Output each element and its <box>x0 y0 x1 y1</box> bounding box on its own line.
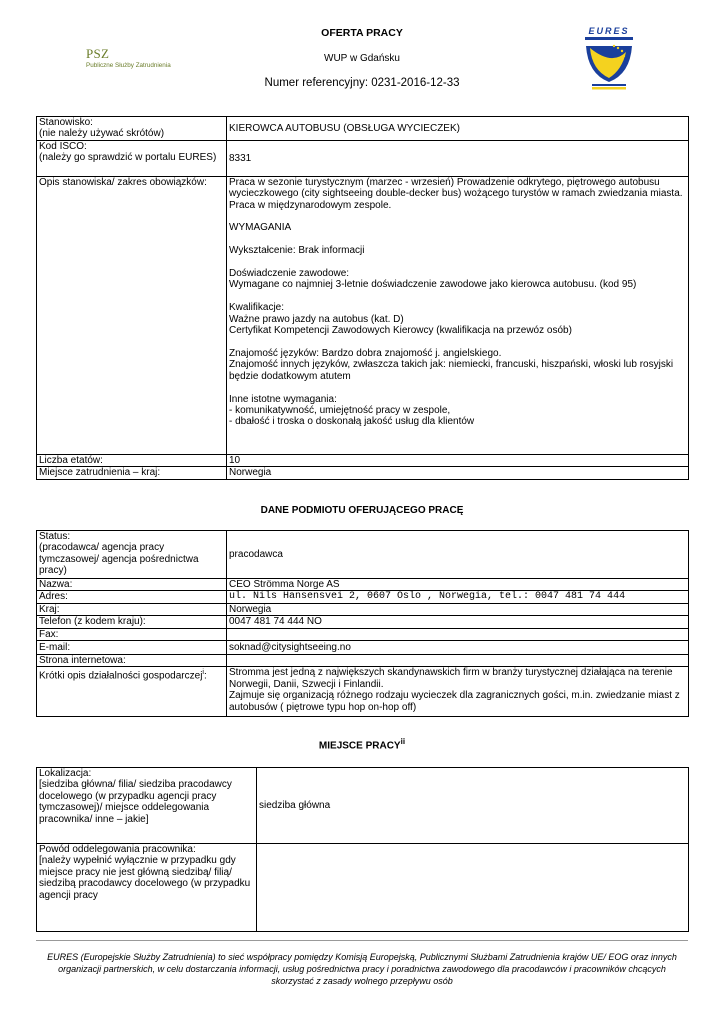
fte-value: 10 <box>227 454 689 466</box>
endnote-marker: ii <box>400 737 406 746</box>
fax-value <box>227 628 689 640</box>
eures-logo-text: EURES <box>588 26 630 36</box>
table-row <box>37 454 689 466</box>
activity-label-colon: : <box>203 670 207 682</box>
table-row <box>37 467 689 479</box>
table-row <box>37 140 689 176</box>
table-row <box>37 616 689 628</box>
table-row <box>37 531 689 579</box>
employer-country-value: Norwegia <box>227 603 689 615</box>
country-label: Miejsce zatrudnienia – kraj: <box>37 467 227 479</box>
email-value: soknad@citysightseeing.no <box>227 641 689 655</box>
activity-value: Stromma jest jedną z największych skandynawskich firm w branży turystycznej działająca na terenie Norwegii, Danii, Szwecji i Finlandii. Zajmuje się organizacją różnego rodzaju wycieczek dla zagranicznych gości, m.in. zwiedzanie miast z autobusów ( piętrowe typu hop on-hop off) <box>229 667 680 713</box>
country-value: Norwegia <box>227 467 689 479</box>
workplace-section-title-text: MIEJSCE PRACY <box>318 740 401 752</box>
workplace-section-title <box>0 737 724 751</box>
status-label: Status: (pracodawca/ agencja pracy tymczasowej/ agencja pośrednictwa pracy) <box>39 531 199 577</box>
office-name: WUP w Gdańsku <box>324 53 400 64</box>
description-label: Opis stanowiska/ zakres obowiązków: <box>39 176 207 188</box>
job-details-table <box>36 116 689 480</box>
position-label: Stanowisko: (nie należy używać skrótów) <box>39 117 165 140</box>
activity-label: Krótki opis działalności gospodarczej <box>39 670 203 682</box>
table-row <box>37 176 689 454</box>
footer-note: EURES (Europejskie Służby Zatrudnienia) to sieć współpracy pomiędzy Komisją Europejską, Publicznymi Służbami Zatrudnienia krajów UE/ EOG oraz innych organizacji partnerskich, w celu dostarczania informacji, usług pośrednictwa pracy i poradnictwa zawodowego dla pracodawców i pracowników chcących skorzystać z zasady wolnego przepływu osób <box>47 952 677 986</box>
name-label: Nazwa: <box>37 579 227 591</box>
employer-table <box>36 530 689 717</box>
table-row <box>37 628 689 640</box>
table-row <box>37 667 689 717</box>
status-value: pracodawca <box>229 548 283 560</box>
isco-label: Kod ISCO: (należy go sprawdzić w portalu EURES) <box>39 140 217 164</box>
name-value: CEO Strömma Norge AS <box>227 579 689 591</box>
footer-divider <box>36 940 688 941</box>
email-label: E-mail: <box>37 641 227 655</box>
table-row <box>37 768 689 844</box>
address-label: Adres: <box>37 591 227 603</box>
employer-country-label: Kraj: <box>37 603 227 615</box>
table-row <box>37 603 689 615</box>
workplace-table <box>36 767 689 932</box>
address-value: ul. Nils Hansensvei 2, 0607 Oslo , Norwegia, tel.: 0047 481 74 444 <box>227 591 689 603</box>
position-value: KIEROWCA AUTOBUSU (OBSŁUGA WYCIECZEK) <box>229 122 460 134</box>
eures-logo <box>582 26 636 92</box>
delegation-label: Powód oddelegowania pracownika: [należy wypełnić wyłącznie w przypadku gdy miejsce pracy nie jest główną siedzibą/ filią/ siedzibą pracodawcy docelowego (w przypadku agencji pracy <box>39 844 251 901</box>
offer-title: OFERTA PRACY <box>321 27 403 39</box>
psz-logo-mark: PSZ <box>86 46 110 61</box>
psz-logo-text: Publiczne Służby Zatrudnienia <box>86 62 171 69</box>
isco-value: 8331 <box>229 152 252 164</box>
website-label: Strona internetowa: <box>37 655 227 667</box>
website-value <box>227 655 689 667</box>
description-value: Praca w sezonie turystycznym (marzec - wrzesień) Prowadzenie odkrytego, piętrowego autobusu wycieczkowego (city sightseeing double-decker bus) wożącego turystów w ramach zwiedzania miasta. Praca w międzynarodowym zespole. WYMAGANIA Wykształcenie: Brak informacji Doświadczenie zawodowe: Wymagane co najmniej 3-letnie doświadczenie zawodowe jako kierowca autobusu. (kod 95) Kwalifikacje: Ważne prawo jazdy na autobus (kat. D) Certyfikat Kompetencji Zawodowych Kierowcy (kwalifikacja na przewóz osób) Znajomość języków: Bardzo dobra znajomość j. angielskiego. Znajomość innych języków, zwłaszcza takich jak: niemiecki, francuski, hiszpański, włoski lub rosyjski będzie dodatkowym atutem Inne istotne wymagania: - komunikatywność, umiejętność pracy w zespole, - dbałość i troska o doskonałą jakość usług dla klientów <box>229 176 683 428</box>
location-value: siedziba główna <box>259 799 331 811</box>
location-label: Lokalizacja: [siedziba główna/ filia/ siedziba pracodawcy docelowego (w przypadku agencji pracy tymczasowej)/ miejsce oddelegowania pracownika/ inne – jakie] <box>39 768 232 825</box>
fax-label: Fax: <box>37 628 227 640</box>
table-row <box>37 591 689 603</box>
endnote-marker: i <box>202 669 204 677</box>
table-row <box>37 844 689 932</box>
table-row <box>37 655 689 667</box>
phone-value: 0047 481 74 444 NO <box>227 616 689 628</box>
phone-label: Telefon (z kodem kraju): <box>37 616 227 628</box>
reference-number: Numer referencyjny: 0231-2016-12-33 <box>264 77 460 89</box>
fte-label: Liczba etatów: <box>37 454 227 466</box>
table-row <box>37 117 689 141</box>
employer-section-title: DANE PODMIOTU OFERUJĄCEGO PRACĘ <box>260 505 464 516</box>
table-row <box>37 641 689 655</box>
table-row <box>37 579 689 591</box>
